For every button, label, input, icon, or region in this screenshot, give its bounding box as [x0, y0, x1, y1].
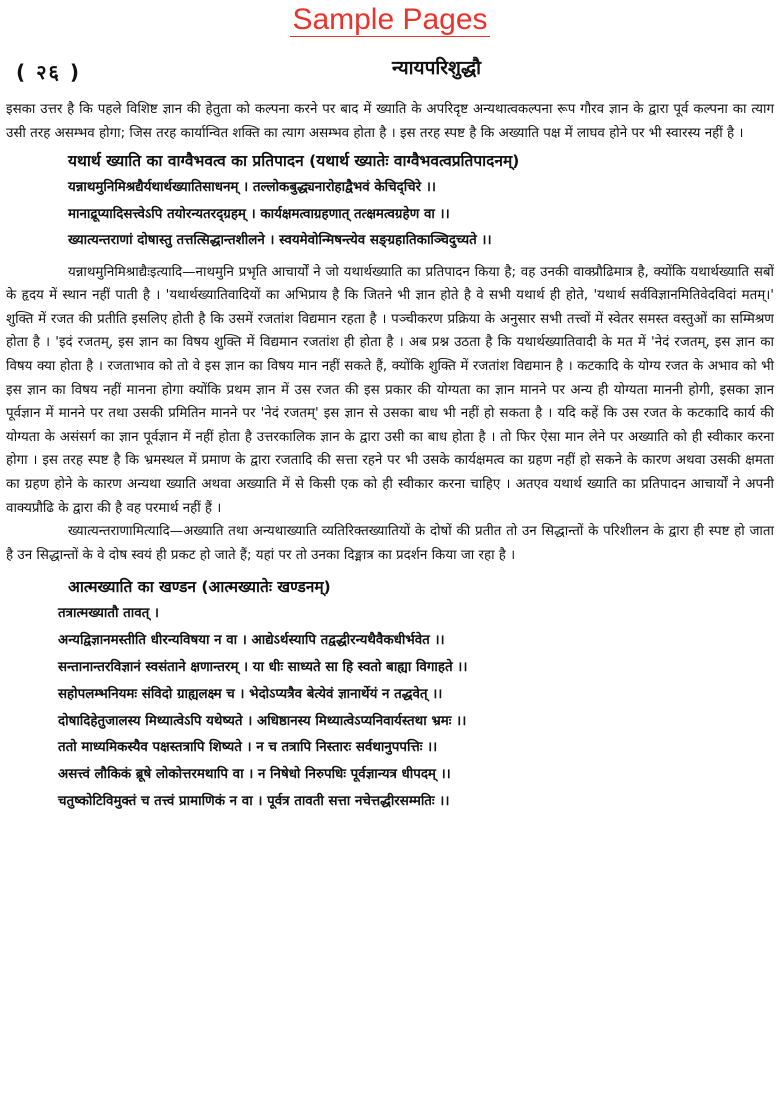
- banner-text: Sample Pages: [292, 3, 488, 36]
- page-number: ( २६ ): [16, 60, 82, 84]
- verse-block: [58, 601, 774, 815]
- verse-line: ततो माध्यमिकस्यैव पक्षस्तत्रापि शिष्यते । न च तत्रापि निस्तारः सर्वथानुपपत्तिः ।।: [58, 740, 438, 756]
- section-heading: आत्मख्याति का खण्डन (आत्मख्यातेः खण्डनम्): [68, 578, 331, 597]
- verse-block: [68, 175, 774, 255]
- commentary-paragraph: यन्नाथमुनिमिश्राद्यैःइत्यादि—नाथमुनि प्रभृति आचार्यों ने जो यथार्थख्याति का प्रतिपादन किया है; वह उनकी वाक्प्रौढिमात्र है, क्योंकि यथार्थख्याति सबों के हृदय में स्थान नहीं पाती है । 'यथार्थख्यातिवादियों का अभिप्राय है कि जितने भी ज्ञान होते है वे सभी यथार्थ ही होते, 'यथार्थ सर्वविज्ञानमितिवेदविदां मतम्।' शुक्ति में रजत की प्रतीति इसलिए होती है कि उसमें रजतांश विद्यमान रहता है । पञ्चीकरण प्रक्रिया के अनुसार सभी तत्त्वों में स्वेतर समस्त वस्तुओं का सम्मिश्रण होता है । 'इदं रजतम्, इस ज्ञान का विषय शुक्ति में विद्यमान रजतांश ही होता है । अब प्रश्न उठता है कि यथार्थख्यातिवादी के मत में 'नेदं रजतम्, इस ज्ञान का विषय क्या होता है । रजताभाव को तो वे इस ज्ञान का विषय मान नहीं सकते हैं, क्योंकि शुक्ति में रजतांश विद्यमान है । कटकादि के योग्य रजत के अभाव को भी इस ज्ञान का विषय नहीं मानना होगा क्योंकि प्रथम ज्ञान में उस रजत की इस प्रकार की योग्यता का ज्ञान मानने पर अन्य ही योग्यता माननी होगी, इसका ज्ञान पूर्वज्ञान में मानने पर तथा उसकी प्रमितिन मानने पर 'नेदं रजतम्' इस ज्ञान से उसका बाध भी नहीं हो सकता है । यदि कहें कि उस रजत के कटकादि कार्य की योग्यता के असंसर्ग का ज्ञान पूर्वज्ञान में नहीं होता है उत्तरकालिक ज्ञान के द्वारा उसी का बाध होता है । तो फिर ऐसा मान लेने पर अख्याति को ही स्वीकार करना होगा । इस तरह स्पष्ट है कि भ्रमस्थल में प्रमाण के द्वारा रजतादि की सत्ता रहने पर भी उसके कार्यक्षमत्व का ग्रहण नहीं हो सकने के कारण अथवा उसकी क्षमता का ग्रहण होने के कारण अन्यथा ख्याति अथवा अख्याति में से किसी एक को ही स्वीकार करना चाहिए । अतएव यथार्थ ख्याति का प्रतिपादन आचार्यों ने अपनी वाक्यप्रौढि के द्वारा की है वह परमार्थ नहीं हैं ।: [6, 264, 774, 516]
- verse-line: तत्रात्मख्यातौ तावत् ।: [58, 606, 160, 622]
- intro-paragraph: इसका उत्तर है कि पहले विशिष्ट ज्ञान की हेतुता को कल्पना करने पर बाद में ख्याति के अपरिदृष्ट अन्यथात्वकल्पना रूप गौरव ज्ञान के द्वारा पूर्व कल्पना का त्याग उसी तरह असम्भव होगा; जिस तरह कार्यान्वित शक्ति का त्याग असम्भव होता है । इस तरह स्पष्ट है कि अख्याति पक्ष में लाघव होने पर भी स्वारस्य नहीं है ।: [6, 102, 774, 141]
- verse-line: सन्तानान्तरविज्ञानं स्वसंताने क्षणान्तरम् । या धीः साध्यते सा हि स्वतो बाह्या विगाहते ।।: [58, 660, 468, 675]
- verse-line: असत्त्वं लौकिकं ब्रूषे लोकोत्तरमथापि वा । न निषेधो निरुपधिः पूर्वज्ञान्यत्र धीपदम् ।।: [58, 767, 451, 783]
- commentary-paragraph: ख्यात्यन्तराणामित्यादि—अख्याति तथा अन्यथाख्याति व्यतिरिक्तख्यातियों के दोषों की प्रतीत तो उन सिद्धान्तों के परिशीलन के द्वारा ही स्पष्ट हो जाता है उन सिद्धान्तों के वे दोष स्वयं ही प्रकट हो जाते हैं; यहां पर तो उनका दिङ्मात्र का प्रदर्शन किया जा रहा है ।: [6, 524, 774, 563]
- verse-line: ख्यात्यन्तराणां दोषास्तु तत्तत्सिद्धान्तशीलने । स्वयमेवोन्मिषन्त्येव सङ्ग्रहातिकाञ्चिदुच्यते ।।: [68, 233, 492, 249]
- sample-pages-banner: [0, 2, 780, 38]
- running-head: न्यायपरिशुद्धौ: [392, 57, 482, 79]
- section-atma-khyati: [6, 573, 774, 815]
- verse-line: यन्नाथमुनिमिश्रद्यैर्यथार्थख्यातिसाधनम् । तल्लोकबुद्ध्यनारोहाद्वैभवं केचिद्चिरे ।।: [68, 180, 436, 196]
- verse-line: सहोपलम्भनियमः संविदो ग्राह्यलक्ष्म च । भेदोऽप्यत्रैव बेत्येवं ज्ञानार्थेयं न तद्धवेत् ।।: [58, 686, 443, 702]
- page-content: [6, 98, 774, 822]
- verse-line: अन्यद्विज्ञानमस्तीति धीरन्यविषया न वा । आद्येऽर्थस्यापि तद्वद्धीरन्यथैवैकधीर्भवेत ।।: [58, 633, 445, 649]
- verse-line: दोषादिहेतुजालस्य मिथ्यात्वेऽपि यथेष्यते । अधिष्ठानस्य मिथ्यात्वेऽप्यनिवार्यस्तथा भ्रमः ।।: [58, 713, 467, 729]
- verse-line: चतुष्कोटिविमुक्तं च तत्त्वं प्रामाणिकं न वा । पूर्वत्र तावती सत्ता नचेत्तद्धीरसम्मतिः ।।: [58, 793, 450, 809]
- section-heading: यथार्थ ख्याति का वाग्वैभवत्व का प्रतिपादन (यथार्थ ख्यातेः वाग्वैभवत्वप्रतिपादनम्): [68, 152, 520, 171]
- section-yathartha-khyati: [6, 147, 774, 567]
- verse-line: मानाद्रूप्यादिसत्त्वेऽपि तयोरन्यतरद्ग्रहम् । कार्यक्षमत्वाग्रहणात् तत्क्षमत्वग्रहेण वा ।।: [68, 206, 450, 222]
